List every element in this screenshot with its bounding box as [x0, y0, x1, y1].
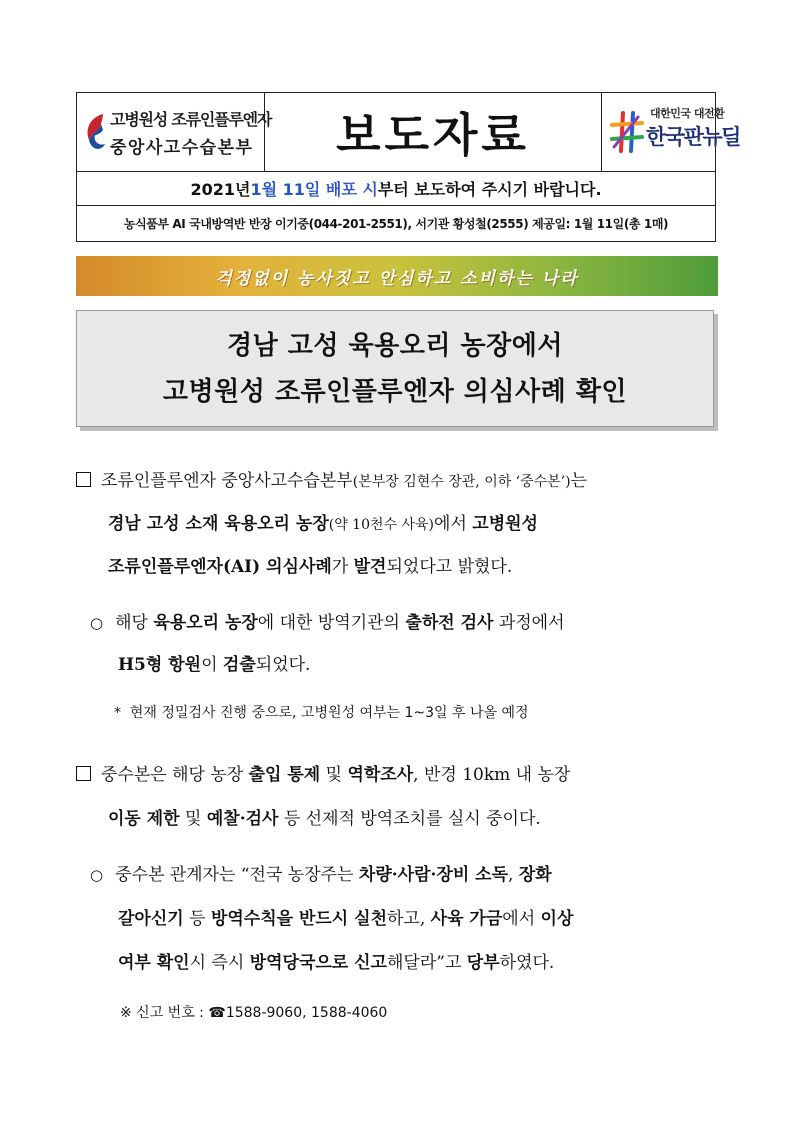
newdeal-tagline: 대한민국 대전환	[650, 107, 725, 120]
newdeal-title: 한국판뉴딜	[646, 125, 740, 149]
p1-line3: 조류인플루엔자(AI) 의심사례가 발견되었다고 밝혔다.	[108, 557, 513, 577]
headline-box	[76, 310, 714, 427]
release-suffix: 부터 보도하여 주시기 바랍니다.	[377, 179, 602, 199]
phone-icon: ☎	[208, 1005, 226, 1021]
slogan-banner	[76, 256, 718, 296]
p1-note: * 현재 정밀검사 진행 중으로, 고병원성 여부는 1~3일 후 나올 예정	[114, 705, 529, 721]
p1-line1: 조류인플루엔자 중앙사고수습본부(본부장 김현수 장관, 이하 ‘중수본’)는	[76, 466, 587, 491]
press-title-cell	[265, 93, 602, 171]
p1-sub-line1: ○ 해당 육용오리 농장에 대한 방역기관의 출하전 검사 과정에서	[90, 613, 565, 633]
taegeuk-emblem-icon	[83, 110, 107, 154]
headline-line2: 고병원성 조류인플루엔자 의심사례 확인	[162, 376, 628, 407]
p2-sub-line1: ○ 중수본 관계자는 “전국 농장주는 차량·사람·장비 소독, 장화	[90, 865, 552, 885]
slogan-text: 걱정없이 농사짓고 안심하고 소비하는 나라	[215, 268, 579, 289]
newdeal-logo-cell	[602, 93, 740, 171]
header-top-row	[77, 93, 740, 172]
p2-line1: 중수본은 해당 농장 출입 통제 및 역학조사, 반경 10km 내 농장	[76, 760, 570, 785]
circle-bullet-icon: ○	[90, 866, 104, 884]
release-row	[77, 171, 715, 206]
report-numbers-line	[120, 1002, 387, 1022]
p2-line2: 이동 제한 및 예찰·검사 등 선제적 방역조치를 실시 중이다.	[108, 809, 541, 829]
press-header-table	[76, 92, 740, 242]
report-numbers: 1588-9060, 1588-4060	[225, 1005, 388, 1021]
org-name-line2: 중앙사고수습본부	[110, 138, 254, 158]
release-date: 1월 11일 배포 시	[250, 179, 378, 199]
p1-sub-line2: H5형 항원이 검출되었다.	[118, 655, 311, 675]
square-bullet-icon	[76, 472, 91, 487]
circle-bullet-icon: ○	[90, 614, 104, 632]
contact-row	[77, 205, 715, 241]
p2-sub-line3: 여부 확인시 즉시 방역당국으로 신고해달라”고 당부하였다.	[118, 953, 555, 973]
square-bullet-icon	[76, 766, 91, 781]
p2-sub-line2: 갈아신기 등 방역수칙을 반드시 실천하고, 사육 가금에서 이상	[118, 909, 574, 929]
headline-line1: 경남 고성 육용오리 농장에서	[226, 330, 564, 361]
org-name-line1: 고병원성 조류인플루엔자	[110, 110, 272, 129]
asterisk-icon: *	[114, 705, 130, 721]
release-prefix: 2021년	[190, 179, 251, 199]
p1-line2: 경남 고성 소재 육용오리 농장(약 10천수 사육)에서 고병원성	[108, 514, 538, 534]
contact-info: 농식품부 AI 국내방역반 반장 이기중(044-201-2551), 서기관 황성철(2555) 제공일: 1월 11일(총 1매)	[123, 216, 669, 231]
report-label: ※ 신고 번호 :	[120, 1005, 209, 1021]
org-logo-cell	[77, 93, 272, 171]
press-title: 보도자료	[336, 108, 530, 162]
newdeal-logo-icon	[610, 111, 644, 153]
